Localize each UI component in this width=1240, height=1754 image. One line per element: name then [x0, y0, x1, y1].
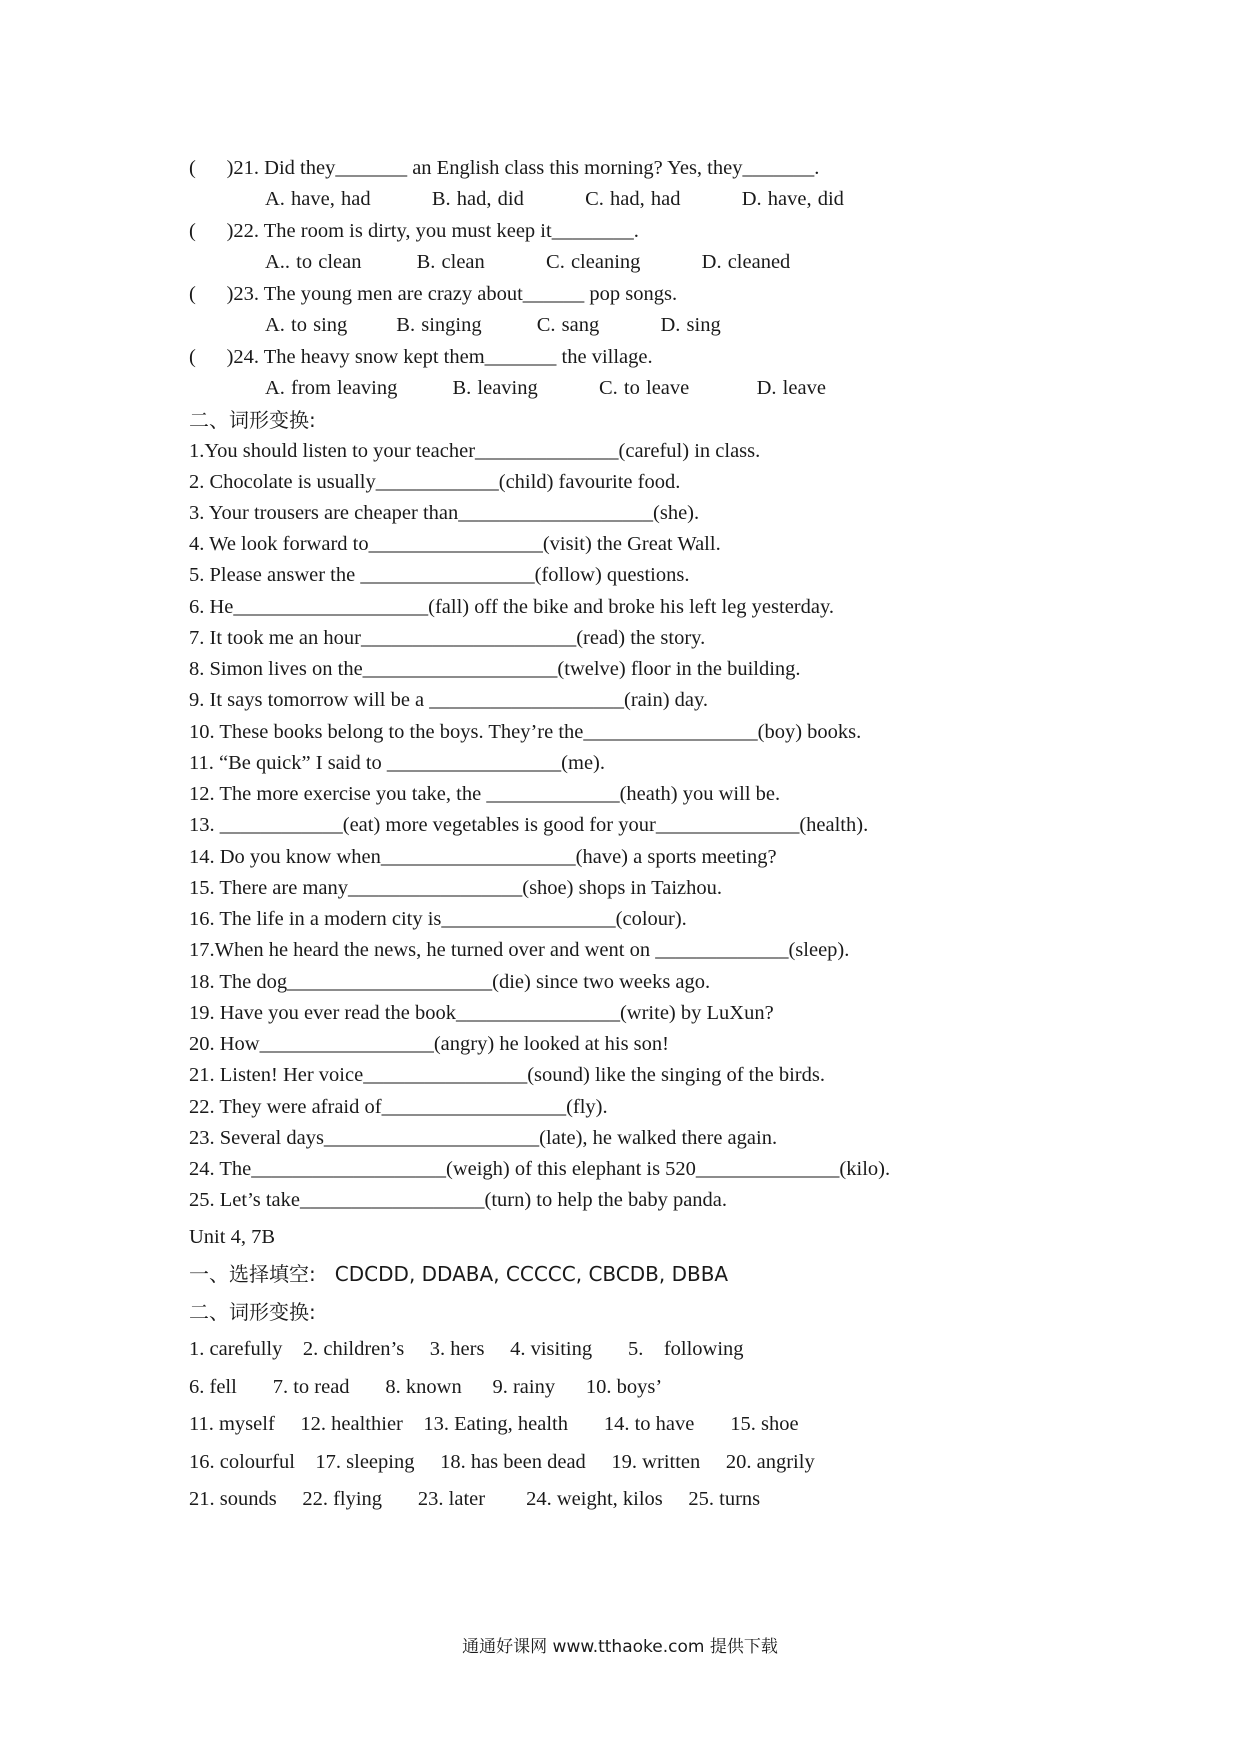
word-form-item: 16. The life in a modern city is_________________(colour).: [189, 908, 687, 930]
answer-key-row: 6. fell 7. to read 8. known 9. rainy 10. boys’: [189, 1376, 663, 1398]
word-form-item: 13. ____________(eat) more vegetables is good for your______________(health).: [189, 814, 869, 836]
answer-key-section-heading: 二、词形变换:: [189, 1300, 316, 1324]
answer-key-title: Unit 4, 7B: [189, 1226, 275, 1248]
word-form-item: 11. “Be quick” I said to _________________(me).: [189, 752, 605, 774]
mc-question-23: ( )23. The young men are crazy about______ pop songs.: [189, 283, 678, 305]
word-form-item: 5. Please answer the _________________(follow) questions.: [189, 564, 690, 586]
answer-key-row: 11. myself 12. healthier 13. Eating, health 14. to have 15. shoe: [189, 1413, 799, 1435]
word-form-item: 4. We look forward to_________________(visit) the Great Wall.: [189, 533, 721, 555]
footer-source-credit: 通通好课网 www.tthaoke.com 提供下载: [462, 1637, 778, 1657]
word-form-item: 20. How_________________(angry) he looked at his son!: [189, 1033, 669, 1055]
mc-options-21: A. have, had B. had, did C. had, had D. have, did: [265, 188, 844, 210]
word-form-item: 6. He___________________(fall) off the bike and broke his left leg yesterday.: [189, 596, 835, 618]
word-form-item: 9. It says tomorrow will be a ___________________(rain) day.: [189, 689, 709, 711]
word-form-item: 22. They were afraid of__________________(fly).: [189, 1096, 608, 1118]
answer-key-multiple-choice: 一、选择填空: CDCDD, DDABA, CCCCC, CBCDB, DBBA: [189, 1262, 729, 1286]
word-form-item: 23. Several days_____________________(late), he walked there again.: [189, 1127, 778, 1149]
mc-options-22: A.. to clean B. clean C. cleaning D. cleaned: [265, 251, 791, 273]
word-form-item: 24. The___________________(weigh) of this elephant is 520______________(kilo).: [189, 1158, 891, 1180]
mc-question-22: ( )22. The room is dirty, you must keep it________.: [189, 220, 639, 242]
mc-question-21: ( )21. Did they_______ an English class this morning? Yes, they_______.: [189, 157, 820, 179]
word-form-item: 25. Let’s take__________________(turn) to help the baby panda.: [189, 1189, 728, 1211]
mc-options-24: A. from leaving B. leaving C. to leave D. leave: [265, 377, 826, 399]
word-form-item: 17.When he heard the news, he turned over and went on _____________(sleep).: [189, 939, 850, 961]
answer-key-row: 16. colourful 17. sleeping 18. has been dead 19. written 20. angrily: [189, 1451, 815, 1473]
word-form-item: 21. Listen! Her voice________________(sound) like the singing of the birds.: [189, 1064, 825, 1086]
word-form-item: 2. Chocolate is usually____________(child) favourite food.: [189, 471, 681, 493]
word-form-item: 10. These books belong to the boys. They’re the_________________(boy) books.: [189, 721, 862, 743]
mc-question-24: ( )24. The heavy snow kept them_______ the village.: [189, 346, 653, 368]
word-form-item: 8. Simon lives on the___________________(twelve) floor in the building.: [189, 658, 801, 680]
word-form-item: 15. There are many_________________(shoe) shops in Taizhou.: [189, 877, 722, 899]
word-form-item: 19. Have you ever read the book________________(write) by LuXun?: [189, 1002, 774, 1024]
word-form-item: 1.You should listen to your teacher______________(careful) in class.: [189, 440, 761, 462]
answer-key-row: 1. carefully 2. children’s 3. hers 4. visiting 5. following: [189, 1338, 744, 1360]
word-form-item: 12. The more exercise you take, the _____________(heath) you will be.: [189, 783, 781, 805]
answer-key-row: 21. sounds 22. flying 23. later 24. weight, kilos 25. turns: [189, 1488, 761, 1510]
mc-options-23: A. to sing B. singing C. sang D. sing: [265, 314, 721, 336]
word-form-item: 18. The dog____________________(die) since two weeks ago.: [189, 971, 711, 993]
word-form-item: 14. Do you know when___________________(have) a sports meeting?: [189, 846, 777, 868]
word-form-item: 3. Your trousers are cheaper than___________________(she).: [189, 502, 700, 524]
section-heading-word-forms: 二、词形变换:: [189, 408, 316, 432]
word-form-item: 7. It took me an hour_____________________(read) the story.: [189, 627, 706, 649]
